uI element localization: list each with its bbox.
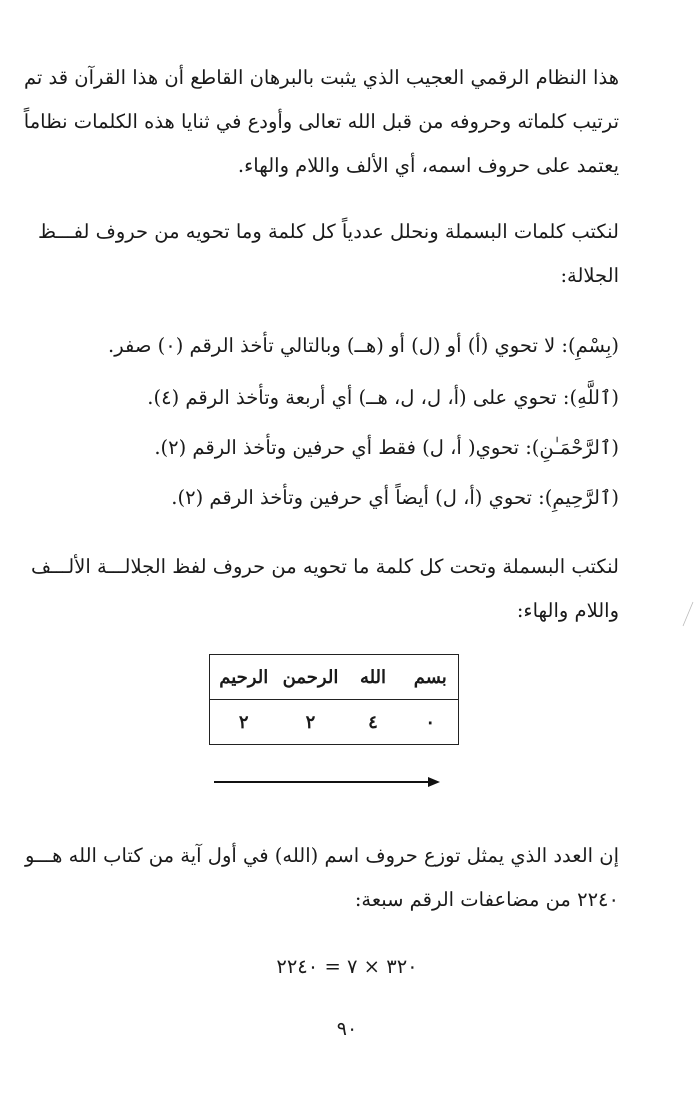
margin-mark	[680, 600, 694, 630]
text-line: إن العدد الذي يمثل توزع حروف اسم (الله) في أول آية من كتاب الله هـــو	[24, 844, 619, 867]
table-word-rahman: الرحمن	[282, 666, 339, 688]
table-number-bism: ٠	[403, 700, 459, 745]
text-line: لنكتب البسملة وتحت كل كلمة ما تحويه من حروف لفظ الجلالـــة الألـــف	[30, 555, 619, 578]
table-word-allah: الله	[359, 666, 387, 688]
intro-paragraph	[23, 56, 619, 188]
text-line: لنكتب كلمات البسملة ونحلل عددياً كل كلمة وما تحويه من حروف لفـــظ	[37, 220, 619, 243]
conclusion-paragraph	[24, 834, 619, 922]
word-item-rahim: (ٱلرَّحِيمِ): تحوي (أ، ل) أيضاً أي حرفين وتأخذ الرقم (٢).	[171, 486, 619, 509]
table-number-rahman: ٢	[278, 700, 344, 745]
text-line: هذا النظام الرقمي العجيب الذي يثبت بالبرهان القاطع أن هذا القرآن قد تم	[23, 66, 619, 89]
table-number-rahim: ٢	[210, 700, 278, 745]
right-arrow-icon	[214, 774, 440, 790]
table-number-allah: ٤	[344, 700, 403, 745]
text-line: الجلالة:	[560, 264, 619, 287]
text-line: ٢٢٤٠ من مضاعفات الرقم سبعة:	[354, 888, 619, 911]
page-number: ٩٠	[336, 1018, 358, 1040]
table-word-rahim: الرحيم	[219, 666, 269, 688]
table-intro-paragraph	[30, 545, 619, 633]
word-item-bism: (بِسْمِ): لا تحوي (أ) أو (ل) أو (هــ) وبالتالي تأخذ الرقم (٠) صفر.	[108, 334, 619, 357]
text-line: واللام والهاء:	[516, 599, 619, 622]
table-word-bism: بسم	[413, 666, 447, 688]
basmala-number-table	[209, 654, 459, 745]
word-item-allah: (ٱللَّهِ): تحوي على (أ، ل، ل، هــ) أي أربعة وتأخذ الرقم (٤).	[147, 386, 619, 409]
equation: ٣٢٠ × ٧ = ٢٢٤٠	[276, 955, 418, 978]
text-line: يعتمد على حروف اسمه، أي الألف واللام والهاء.	[237, 154, 619, 177]
text-line: ترتيب كلماته وحروفه من قبل الله تعالى وأودع في ثنايا هذه الكلمات نظاماً	[23, 110, 619, 133]
analysis-intro-paragraph	[37, 210, 619, 298]
table-row-words	[210, 655, 459, 700]
word-item-rahman: (ٱلرَّحْمَـٰنِ): تحوي( أ، ل) فقط أي حرفين وتأخذ الرقم (٢).	[154, 436, 619, 459]
table-row-numbers	[210, 700, 459, 745]
